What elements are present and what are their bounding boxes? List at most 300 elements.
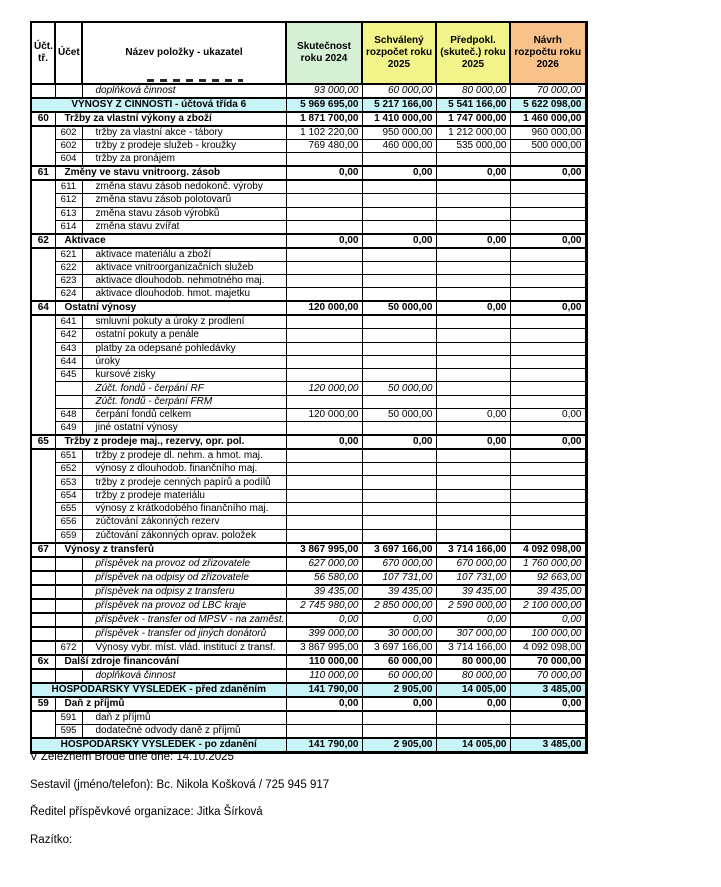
- value-cell: [286, 194, 362, 207]
- item-name-cell: Zúčt. fondů - čerpání FRM: [82, 395, 286, 408]
- item-name-cell: čerpání fondů celkem: [82, 408, 286, 421]
- value-cell: 670 000,00: [362, 557, 436, 571]
- value-cell: 0,00: [510, 408, 586, 421]
- account-class-cell: 60: [31, 112, 55, 126]
- account-class-cell: [31, 382, 55, 395]
- item-name-cell: aktivace dlouhodob. nehmotného maj.: [82, 275, 286, 288]
- value-cell: 50 000,00: [362, 301, 436, 315]
- account-number-cell: 602: [55, 140, 82, 153]
- table-row: [31, 84, 586, 98]
- value-cell: 0,00: [436, 166, 510, 180]
- value-cell: [286, 288, 362, 302]
- account-number-cell: 595: [55, 724, 82, 738]
- value-cell: 2 905,00: [362, 683, 436, 697]
- item-name-cell: příspěvek na provoz od LBC kraje: [82, 599, 286, 613]
- account-class-cell: [31, 315, 55, 329]
- value-cell: [286, 342, 362, 355]
- account-class-cell: [31, 288, 55, 302]
- section-row-label: Ostatní výnosy: [55, 301, 286, 315]
- value-cell: [436, 180, 510, 194]
- item-name-cell: tržby z prodeje materiálu: [82, 489, 286, 502]
- clipped-text-fragment: [147, 79, 243, 82]
- value-cell: 307 000,00: [436, 627, 510, 641]
- value-cell: [362, 288, 436, 302]
- account-class-cell: [31, 248, 55, 262]
- account-number-cell: 648: [55, 408, 82, 421]
- table-row: [31, 571, 586, 585]
- footer-director: Ředitel příspěvkové organizace: Jitka Šírková: [30, 806, 263, 818]
- account-number-cell: 641: [55, 315, 82, 329]
- account-number-cell: [55, 557, 82, 571]
- value-cell: 535 000,00: [436, 140, 510, 153]
- table-row: [31, 449, 586, 463]
- footer-compiled-by: Sestavil (jméno/telefon): Bc. Nikola Košková / 725 945 917: [30, 779, 330, 791]
- item-name-cell: smluvní pokuty a úroky z prodlení: [82, 315, 286, 329]
- table-row: [31, 585, 586, 599]
- account-number-cell: [55, 84, 82, 98]
- value-cell: 0,00: [436, 697, 510, 711]
- account-class-cell: [31, 153, 55, 167]
- table-row: [31, 98, 586, 112]
- table-row: [31, 301, 586, 315]
- value-cell: [362, 329, 436, 342]
- item-name-cell: ostatní pokuty a penále: [82, 329, 286, 342]
- col-header-expected-2025: Předpokl. (skuteč.) roku 2025: [436, 22, 510, 84]
- value-cell: [286, 329, 362, 342]
- table-row: [31, 502, 586, 515]
- value-cell: 5 217 166,00: [362, 98, 436, 112]
- account-class-cell: [31, 422, 55, 436]
- value-cell: 50 000,00: [362, 382, 436, 395]
- value-cell: 1 760 000,00: [510, 557, 586, 571]
- account-class-cell: [31, 342, 55, 355]
- value-cell: 120 000,00: [286, 301, 362, 315]
- section-row-label: Tržby z prodeje maj., rezervy, opr. pol.: [55, 435, 286, 449]
- account-number-cell: 653: [55, 476, 82, 489]
- value-cell: [436, 207, 510, 220]
- value-cell: 92 663,00: [510, 571, 586, 585]
- value-cell: 0,00: [362, 613, 436, 627]
- value-cell: 0,00: [510, 166, 586, 180]
- value-cell: 2 100 000,00: [510, 599, 586, 613]
- value-cell: [436, 261, 510, 274]
- account-number-cell: 672: [55, 641, 82, 655]
- item-name-cell: změna stavu zásob výrobků: [82, 207, 286, 220]
- table-row: [31, 669, 586, 683]
- value-cell: [436, 395, 510, 408]
- section-row-label: Změny ve stavu vnitroorg. zásob: [55, 166, 286, 180]
- account-number-cell: 656: [55, 516, 82, 529]
- value-cell: [362, 476, 436, 489]
- value-cell: 5 622 098,00: [510, 98, 586, 112]
- value-cell: [362, 153, 436, 167]
- item-name-cell: aktivace dlouhodob. hmot. majetku: [82, 288, 286, 302]
- value-cell: 110 000,00: [286, 669, 362, 683]
- account-class-cell: [31, 140, 55, 153]
- table-row: [31, 248, 586, 262]
- account-class-cell: [31, 261, 55, 274]
- total-row-label: HOSPODÁŘSKÝ VÝSLEDEK - před zdaněním: [31, 683, 286, 697]
- account-class-cell: [31, 711, 55, 725]
- value-cell: 0,00: [286, 166, 362, 180]
- value-cell: 141 790,00: [286, 738, 362, 753]
- budget-table: [30, 21, 588, 754]
- account-number-cell: 659: [55, 529, 82, 543]
- value-cell: [362, 395, 436, 408]
- value-cell: 399 000,00: [286, 627, 362, 641]
- account-class-cell: [31, 329, 55, 342]
- table-row: [31, 126, 586, 140]
- value-cell: [286, 355, 362, 368]
- account-number-cell: 621: [55, 248, 82, 262]
- account-class-cell: [31, 557, 55, 571]
- account-number-cell: 654: [55, 489, 82, 502]
- value-cell: 141 790,00: [286, 683, 362, 697]
- value-cell: [510, 342, 586, 355]
- table-row: [31, 516, 586, 529]
- value-cell: [286, 502, 362, 515]
- value-cell: 500 000,00: [510, 140, 586, 153]
- item-name-cell: jiné ostatní výnosy: [82, 422, 286, 436]
- value-cell: [510, 711, 586, 725]
- value-cell: 0,00: [436, 613, 510, 627]
- account-number-cell: 602: [55, 126, 82, 140]
- value-cell: [362, 529, 436, 543]
- table-row: [31, 369, 586, 382]
- value-cell: 107 731,00: [362, 571, 436, 585]
- value-cell: 0,00: [436, 435, 510, 449]
- col-header-item-name: Název položky - ukazatel: [82, 22, 286, 84]
- value-cell: 14 005,00: [436, 738, 510, 753]
- value-cell: [510, 529, 586, 543]
- value-cell: 60 000,00: [362, 655, 436, 669]
- item-name-cell: doplňková činnost: [82, 669, 286, 683]
- value-cell: [436, 382, 510, 395]
- account-class-cell: [31, 516, 55, 529]
- table-row: [31, 288, 586, 302]
- value-cell: 100 000,00: [510, 627, 586, 641]
- value-cell: 120 000,00: [286, 408, 362, 421]
- table-row: [31, 435, 586, 449]
- account-number-cell: 614: [55, 220, 82, 234]
- value-cell: 39 435,00: [510, 585, 586, 599]
- account-number-cell: [55, 669, 82, 683]
- table-row: [31, 382, 586, 395]
- value-cell: [510, 422, 586, 436]
- value-cell: [286, 516, 362, 529]
- value-cell: 70 000,00: [510, 655, 586, 669]
- value-cell: [510, 724, 586, 738]
- table-row: [31, 355, 586, 368]
- col-header-approved-2025: Schválený rozpočet roku 2025: [362, 22, 436, 84]
- value-cell: [510, 180, 586, 194]
- value-cell: 2 905,00: [362, 738, 436, 753]
- account-number-cell: [55, 585, 82, 599]
- table-row: [31, 711, 586, 725]
- value-cell: [510, 355, 586, 368]
- col-header-account-class: Účt. tř.: [31, 22, 55, 84]
- item-name-cell: kursové zisky: [82, 369, 286, 382]
- value-cell: [286, 275, 362, 288]
- item-name-cell: Zúčt. fondů - čerpání RF: [82, 382, 286, 395]
- value-cell: [286, 724, 362, 738]
- value-cell: [362, 315, 436, 329]
- value-cell: [286, 449, 362, 463]
- table-row: [31, 140, 586, 153]
- value-cell: 1 410 000,00: [362, 112, 436, 126]
- value-cell: [362, 220, 436, 234]
- table-row: [31, 724, 586, 738]
- value-cell: [510, 207, 586, 220]
- table-row: [31, 207, 586, 220]
- value-cell: [362, 355, 436, 368]
- value-cell: [510, 369, 586, 382]
- value-cell: 0,00: [286, 613, 362, 627]
- value-cell: 39 435,00: [362, 585, 436, 599]
- table-body: [31, 84, 586, 752]
- value-cell: [510, 261, 586, 274]
- table-row: [31, 234, 586, 248]
- table-row: [31, 738, 586, 753]
- value-cell: 5 969 695,00: [286, 98, 362, 112]
- value-cell: 3 697 166,00: [362, 641, 436, 655]
- value-cell: [362, 449, 436, 463]
- table-row: [31, 329, 586, 342]
- account-class-cell: [31, 408, 55, 421]
- account-class-cell: [31, 126, 55, 140]
- table-row: [31, 153, 586, 167]
- value-cell: 0,00: [286, 435, 362, 449]
- item-name-cell: příspěvek na provoz od zřizovatele: [82, 557, 286, 571]
- account-number-cell: 604: [55, 153, 82, 167]
- table-row: [31, 220, 586, 234]
- account-class-cell: [31, 627, 55, 641]
- value-cell: [436, 463, 510, 476]
- value-cell: [436, 422, 510, 436]
- value-cell: 0,00: [362, 166, 436, 180]
- account-number-cell: 645: [55, 369, 82, 382]
- item-name-cell: výnosy z krátkodobého finančního maj.: [82, 502, 286, 515]
- table-row: [31, 342, 586, 355]
- value-cell: [510, 476, 586, 489]
- account-class-cell: [31, 476, 55, 489]
- value-cell: [510, 329, 586, 342]
- value-cell: 3 714 166,00: [436, 641, 510, 655]
- value-cell: 0,00: [362, 697, 436, 711]
- item-name-cell: tržby z prodeje cenných papírů a podílů: [82, 476, 286, 489]
- value-cell: [286, 153, 362, 167]
- item-name-cell: doplňková činnost: [82, 84, 286, 98]
- value-cell: [286, 463, 362, 476]
- value-cell: [436, 315, 510, 329]
- value-cell: [362, 275, 436, 288]
- account-number-cell: [55, 382, 82, 395]
- item-name-cell: změna stavu zvířat: [82, 220, 286, 234]
- table-row: [31, 463, 586, 476]
- value-cell: 1 460 000,00: [510, 112, 586, 126]
- value-cell: 4 092 098,00: [510, 543, 586, 557]
- account-class-cell: [31, 369, 55, 382]
- item-name-cell: aktivace materiálu a zboží: [82, 248, 286, 262]
- value-cell: 0,00: [510, 301, 586, 315]
- footer-stamp-label: Razítko:: [30, 834, 73, 846]
- value-cell: [436, 449, 510, 463]
- value-cell: 0,00: [286, 234, 362, 248]
- value-cell: 0,00: [510, 234, 586, 248]
- table-row: [31, 543, 586, 557]
- value-cell: 3 714 166,00: [436, 543, 510, 557]
- value-cell: 2 850 000,00: [362, 599, 436, 613]
- account-class-cell: [31, 355, 55, 368]
- value-cell: [286, 207, 362, 220]
- account-class-cell: 65: [31, 435, 55, 449]
- value-cell: 0,00: [510, 613, 586, 627]
- value-cell: [362, 724, 436, 738]
- account-class-cell: [31, 669, 55, 683]
- value-cell: [436, 329, 510, 342]
- account-class-cell: [31, 395, 55, 408]
- account-number-cell: 643: [55, 342, 82, 355]
- value-cell: 60 000,00: [362, 669, 436, 683]
- account-class-cell: 6x: [31, 655, 55, 669]
- value-cell: [510, 220, 586, 234]
- value-cell: [510, 248, 586, 262]
- table-row: [31, 697, 586, 711]
- value-cell: [436, 153, 510, 167]
- total-row-label: VÝNOSY Z ČINNOSTI - účtová třída 6: [31, 98, 286, 112]
- value-cell: [286, 180, 362, 194]
- table-row: [31, 395, 586, 408]
- table-row: [31, 408, 586, 421]
- value-cell: [436, 369, 510, 382]
- value-cell: [436, 288, 510, 302]
- account-class-cell: [31, 599, 55, 613]
- value-cell: [510, 463, 586, 476]
- table-row: [31, 613, 586, 627]
- value-cell: [436, 476, 510, 489]
- value-cell: 0,00: [286, 697, 362, 711]
- value-cell: 80 000,00: [436, 84, 510, 98]
- value-cell: 3 867 995,00: [286, 543, 362, 557]
- account-class-cell: [31, 84, 55, 98]
- value-cell: 1 871 700,00: [286, 112, 362, 126]
- value-cell: 3 697 166,00: [362, 543, 436, 557]
- account-class-cell: [31, 724, 55, 738]
- value-cell: [362, 489, 436, 502]
- value-cell: [362, 516, 436, 529]
- value-cell: [362, 207, 436, 220]
- item-name-cell: úroky: [82, 355, 286, 368]
- value-cell: [510, 516, 586, 529]
- account-number-cell: 642: [55, 329, 82, 342]
- value-cell: [286, 315, 362, 329]
- footer-place-date: V Zelezném Brodě dne dne: 14.10.2025: [30, 751, 234, 763]
- value-cell: [362, 369, 436, 382]
- value-cell: [436, 516, 510, 529]
- item-name-cell: daň z příjmů: [82, 711, 286, 725]
- col-header-actual-2024: Skutečnost roku 2024: [286, 22, 362, 84]
- value-cell: [286, 261, 362, 274]
- account-class-cell: 59: [31, 697, 55, 711]
- value-cell: 3 485,00: [510, 683, 586, 697]
- value-cell: [362, 463, 436, 476]
- value-cell: [510, 275, 586, 288]
- account-number-cell: 591: [55, 711, 82, 725]
- value-cell: 0,00: [362, 234, 436, 248]
- section-row-label: Aktivace: [55, 234, 286, 248]
- account-class-cell: [31, 529, 55, 543]
- account-class-cell: [31, 613, 55, 627]
- col-header-account: Účet: [55, 22, 82, 84]
- account-class-cell: 61: [31, 166, 55, 180]
- value-cell: 3 485,00: [510, 738, 586, 753]
- value-cell: 4 092 098,00: [510, 641, 586, 655]
- table-row: [31, 166, 586, 180]
- value-cell: 110 000,00: [286, 655, 362, 669]
- value-cell: 60 000,00: [362, 84, 436, 98]
- value-cell: 93 000,00: [286, 84, 362, 98]
- value-cell: [510, 395, 586, 408]
- value-cell: [436, 502, 510, 515]
- account-class-cell: [31, 194, 55, 207]
- table-row: [31, 476, 586, 489]
- item-name-cell: výnosy z dlouhodob. finančního maj.: [82, 463, 286, 476]
- value-cell: [362, 248, 436, 262]
- value-cell: [286, 422, 362, 436]
- table-row: [31, 489, 586, 502]
- table-row: [31, 180, 586, 194]
- value-cell: 1 102 220,00: [286, 126, 362, 140]
- table-row: [31, 422, 586, 436]
- value-cell: 80 000,00: [436, 655, 510, 669]
- value-cell: 769 480,00: [286, 140, 362, 153]
- item-name-cell: Výnosy vybr. míst. vlád. institucí z transf.: [82, 641, 286, 655]
- account-number-cell: [55, 613, 82, 627]
- value-cell: 70 000,00: [510, 84, 586, 98]
- value-cell: [436, 275, 510, 288]
- value-cell: [286, 489, 362, 502]
- value-cell: [436, 194, 510, 207]
- item-name-cell: zúčtování zákonných rezerv: [82, 516, 286, 529]
- value-cell: [362, 180, 436, 194]
- table-row: [31, 261, 586, 274]
- value-cell: [362, 502, 436, 515]
- value-cell: 80 000,00: [436, 669, 510, 683]
- account-class-cell: [31, 571, 55, 585]
- account-number-cell: 613: [55, 207, 82, 220]
- section-row-label: Tržby za vlastní výkony a zboží: [55, 112, 286, 126]
- item-name-cell: změna stavu zásob nedokonč. výroby: [82, 180, 286, 194]
- value-cell: 3 867 995,00: [286, 641, 362, 655]
- item-name-cell: příspěvek na odpisy od zřizovatele: [82, 571, 286, 585]
- item-name-cell: příspěvek - transfer od MPSV - na zaměst.: [82, 613, 286, 627]
- value-cell: [362, 194, 436, 207]
- value-cell: [362, 711, 436, 725]
- value-cell: [436, 711, 510, 725]
- value-cell: [510, 315, 586, 329]
- value-cell: [286, 476, 362, 489]
- account-class-cell: [31, 585, 55, 599]
- value-cell: 70 000,00: [510, 669, 586, 683]
- value-cell: 120 000,00: [286, 382, 362, 395]
- item-name-cell: příspěvek - transfer od jiných donátorů: [82, 627, 286, 641]
- item-name-cell: dodatečné odvody daně z příjmů: [82, 724, 286, 738]
- value-cell: 0,00: [510, 697, 586, 711]
- value-cell: [436, 489, 510, 502]
- account-number-cell: 655: [55, 502, 82, 515]
- account-class-cell: 62: [31, 234, 55, 248]
- value-cell: [510, 194, 586, 207]
